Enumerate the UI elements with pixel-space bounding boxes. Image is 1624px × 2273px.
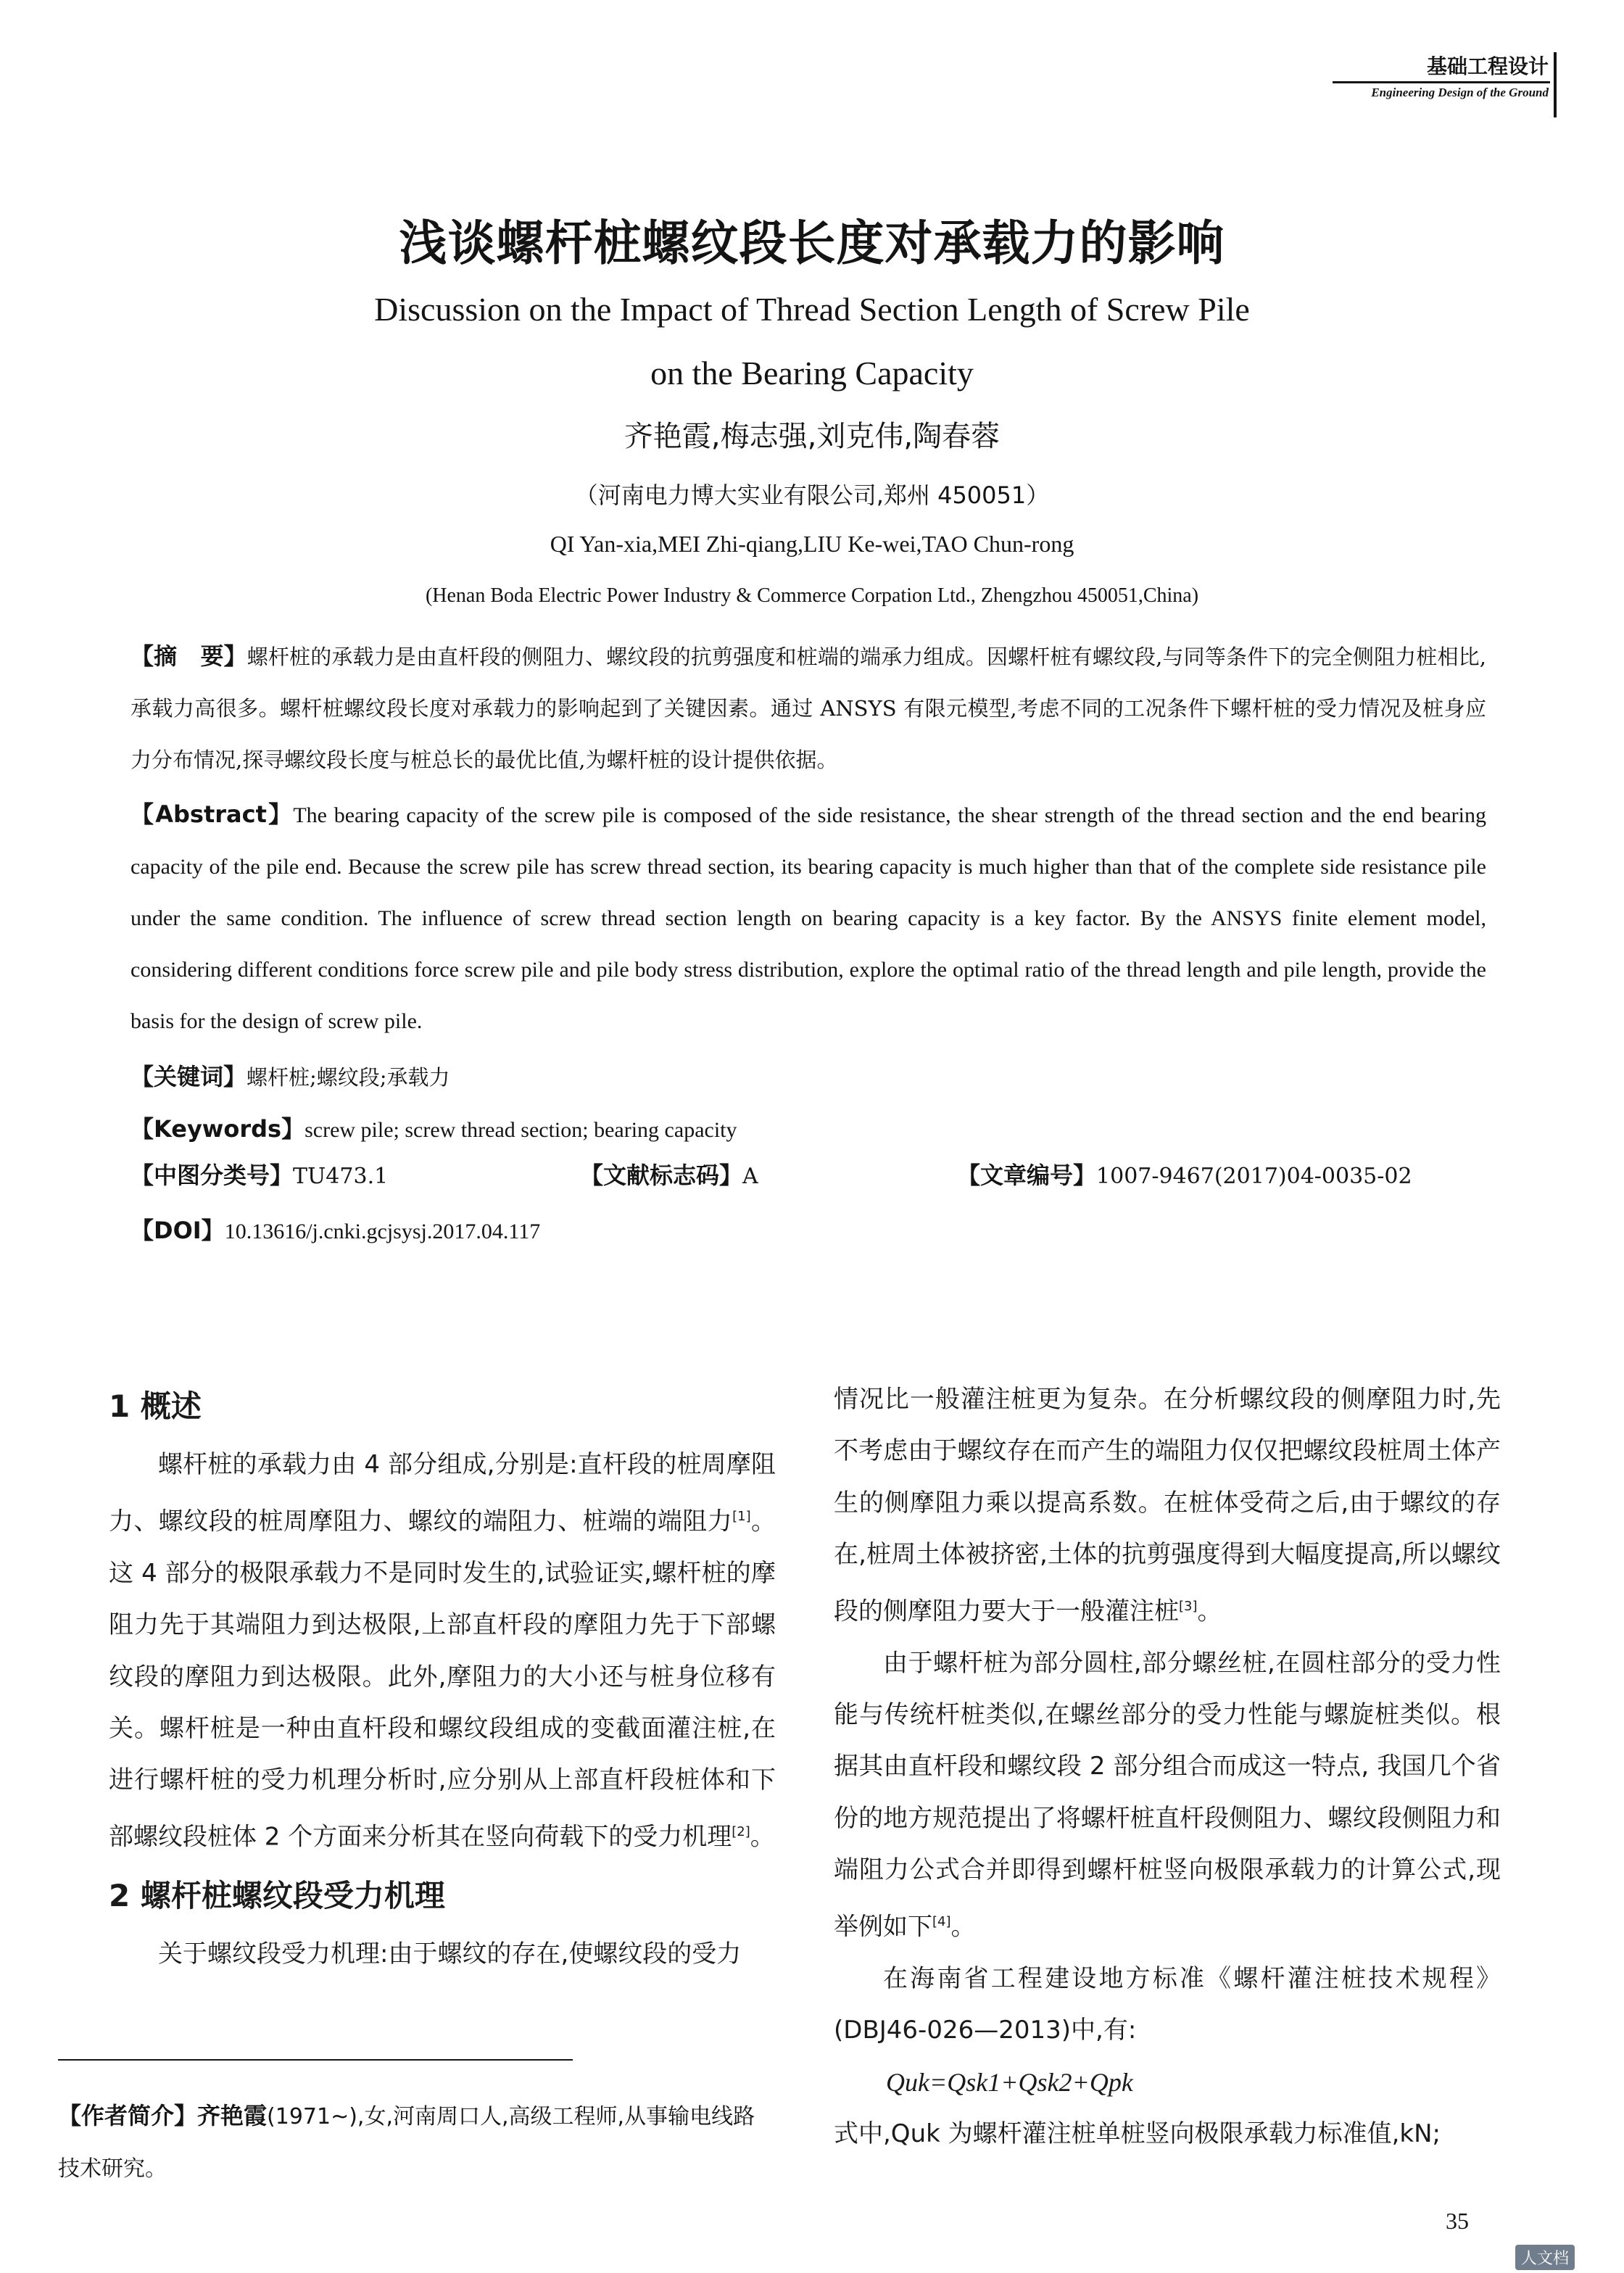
s1-text-a: 螺杆桩的承载力由 4 部分组成,分别是:直杆段的桩周摩阻力、螺纹段的桩周摩阻力、螺纹的端阻力、桩端的端阻力 [109,1450,776,1536]
abstract-label-cn: 【摘 要】 [130,642,247,670]
article-number-label: 【文章编号】 [957,1162,1097,1189]
author-intro-label: 【作者简介】 [58,2102,198,2129]
affiliation-en: (Henan Boda Electric Power Industry & Commerce Corpation Ltd., Zhengzhou 450051,China) [425,584,1199,607]
s1-text-b: 。这 4 部分的极限承载力不是同时发生的,试验证实,螺杆桩的摩阻力先于其端阻力到达极限,上部直杆段的摩阻力先于下部螺纹段的摩阻力到达极限。此外,摩阻力的大小还与桩身位移有关。螺杆桩是一种由直杆段和螺纹段组成的变截面灌注桩,在进行螺杆桩的受力机理分析时,应分别从上部直杆段桩体和下部螺纹段桩体 2 个方面来分析其在竖向荷载下的受力机理 [109,1507,776,1852]
page-number: 35 [1446,2208,1469,2234]
section-1-paragraph [109,1439,776,1863]
clc-number [130,1157,388,1191]
watermark-logo: 人文档 [1515,2245,1575,2270]
keywords-text-en: screw pile; screw thread section; bearing capacity [304,1118,737,1142]
doi-label: 【DOI】 [130,1217,225,1244]
keywords-text-cn: 螺杆桩;螺纹段;承载力 [246,1065,450,1090]
author-intro-text: (1971~),女,河南周口人,高级工程师,从事输电线路技术研究。 [58,2104,755,2182]
abstract-text-cn: 螺杆桩的承载力是由直杆段的侧阻力、螺纹段的抗剪强度和桩端的端承力组成。因螺杆桩有螺纹段,与同等条件下的完全侧阻力桩相比,承载力高很多。螺杆桩螺纹段长度对承载力的影响起到了关键因素。通过 ANSYS 有限元模型,考虑不同的工况条件下螺杆桩的受力情况及桩身应力分布情况,探寻螺纹段长度与桩总长的最优比值,为螺杆桩的设计提供依据。 [130,645,1486,772]
section-1-heading: 1 概述 [109,1388,202,1424]
author-intro-name: 齐艳霞 [197,2102,268,2129]
document-code-value: A [742,1164,758,1189]
citation-3: [3] [1179,1599,1198,1615]
doi [130,1212,540,1246]
author-introduction [58,2090,776,2195]
r1-text-b: 。 [1197,1597,1222,1626]
r2-text-b: 。 [950,1912,976,1942]
right-paragraph-1 [834,1374,1501,1638]
footnote-rule [58,2059,573,2061]
authors-cn: 齐艳霞,梅志强,刘克伟,陶春蓉 [624,420,1000,453]
article-number-value: 1007-9467(2017)04-0035-02 [1096,1164,1412,1189]
citation-4: [4] [932,1914,951,1930]
doi-value: 10.13616/j.cnki.gcjsysj.2017.04.117 [224,1220,541,1243]
keywords-cn [130,1051,1486,1104]
classification-row [130,1157,1486,1201]
paper-title-cn: 浅谈螺杆桩螺纹段长度对承载力的影响 [399,215,1225,271]
keywords-en [130,1104,1486,1156]
right-paragraph-3: 在海南省工程建设地方标准《螺杆灌注桩技术规程》(DBJ46-026—2013)中,有: [834,1963,1501,2045]
abstract-cn [130,631,1486,786]
paper-title-en-line1: Discussion on the Impact of Thread Section Length of Screw Pile [374,291,1250,328]
abstract-text-en: The bearing capacity of the screw pile is composed of the side resistance, the shear strength of the thread section and the end bearing capacity of the pile end. Because the screw pile has screw thread section, its bearing capacity is much higher than that of the complete side resistance pile under the same condition. The influence of screw thread section length on bearing capacity is a key factor. By the ANSYS finite element model, considering different conditions force screw pile and pile body stress distribution, explore the optimal ratio of the thread length and pile length, provide the basis for the design of screw pile. [130,803,1486,1033]
journal-name-en: Engineering Design of the Ground [1371,86,1549,99]
header-vertical-rule [1554,52,1557,117]
r1-text-a: 情况比一般灌注桩更为复杂。在分析螺纹段的侧摩阻力时,先不考虑由于螺纹存在而产生的端阻力仅仅把螺纹段桩周土体产生的侧摩阻力乘以提高系数。在桩体受荷之后,由于螺纹的存在,桩周土体被挤密,土体的抗剪强度得到大幅度提高,所以螺纹段的侧摩阻力要大于一般灌注桩 [834,1385,1501,1626]
header-rule [1333,81,1550,83]
clc-label: 【中图分类号】 [130,1162,294,1189]
section-2-paragraph: 关于螺纹段受力机理:由于螺纹的存在,使螺纹段的受力 [158,1939,742,1969]
s1-text-c: 。 [750,1822,775,1852]
abstract-label-en: 【Abstract】 [130,800,294,828]
journal-name-cn: 基础工程设计 [1426,54,1549,78]
authors-en: QI Yan-xia,MEI Zhi-qiang,LIU Ke-wei,TAO Chun-rong [550,531,1074,557]
document-code-label: 【文献标志码】 [580,1162,743,1189]
section-2-heading: 2 螺杆桩螺纹段受力机理 [109,1878,445,1914]
article-number [957,1157,1412,1191]
body-column-left [109,1374,776,1980]
body-column-right [834,1374,1501,2160]
keywords-label-cn: 【关键词】 [130,1063,247,1090]
formula-explanation: 式中,Quk 为螺杆灌注桩单桩竖向极限承载力标准值,kN; [834,2119,1441,2148]
paper-title-en-line2: on the Bearing Capacity [650,355,974,392]
affiliation-cn: （河南电力博大实业有限公司,郑州 450051） [574,481,1050,509]
clc-value: TU473.1 [293,1164,389,1189]
citation-2: [2] [732,1824,750,1840]
document-code [580,1157,758,1191]
bearing-capacity-formula: Quk=Qsk1+Qsk2+Qpk [886,2067,1133,2097]
r2-text-a: 由于螺杆桩为部分圆柱,部分螺丝桩,在圆柱部分的受力性能与传统杆桩类似,在螺丝部分的受力性能与螺旋桩类似。根据其由直杆段和螺纹段 2 部分组合而成这一特点, 我国几个省份的地方规范提出了将螺杆桩直杆段侧阻力、螺纹段侧阻力和端阻力公式合并即得到螺杆桩竖向极限承载力的计算公式,现举例如下 [834,1648,1501,1942]
keywords-label-en: 【Keywords】 [130,1115,305,1143]
abstract-en [130,789,1486,1047]
right-paragraph-2 [834,1638,1501,1953]
citation-1: [1] [732,1509,751,1525]
